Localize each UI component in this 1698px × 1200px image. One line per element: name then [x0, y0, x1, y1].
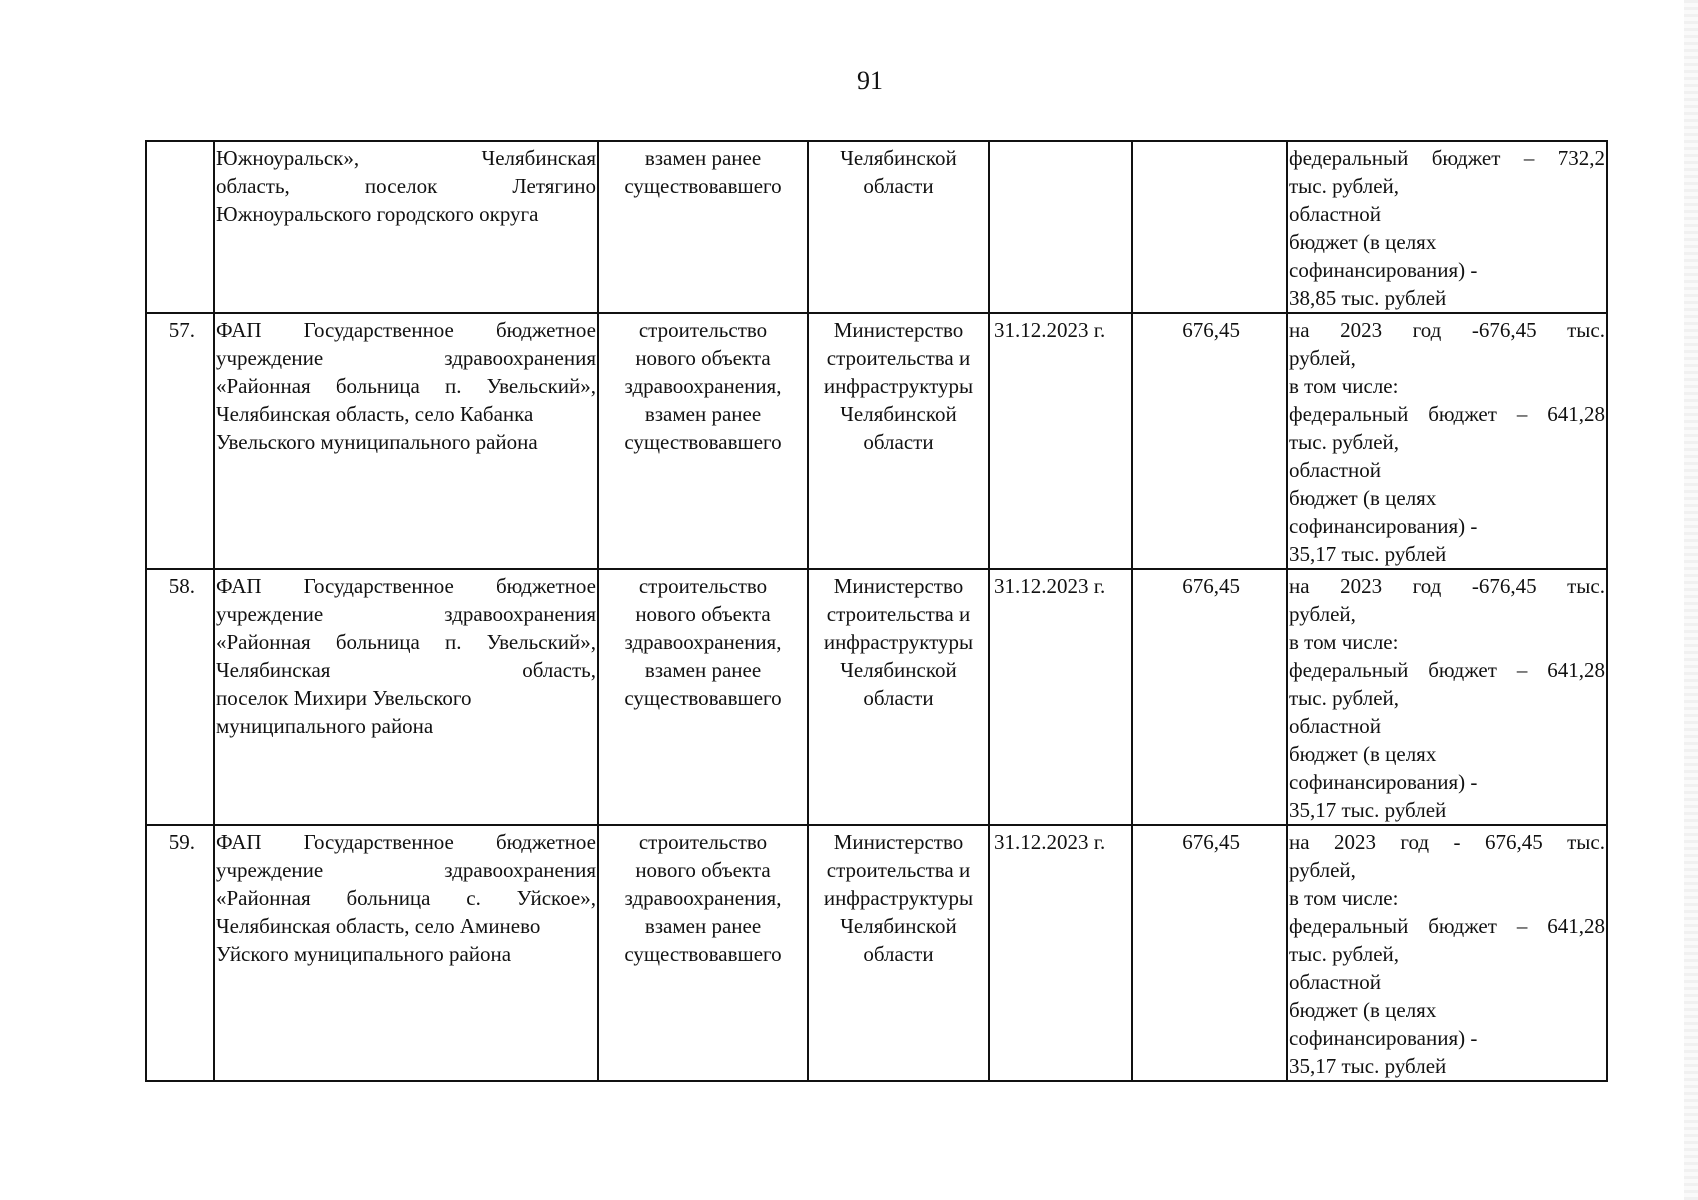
- financing-line: в том числе:: [1289, 630, 1399, 654]
- financing-line: федеральный бюджет – 641,28: [1289, 658, 1605, 682]
- responsible-line: строительства и: [826, 346, 971, 370]
- financing-line: рублей,: [1289, 346, 1356, 370]
- kind-line: взамен ранее: [644, 402, 762, 426]
- deadline-cell: 31.12.2023 г.: [989, 569, 1132, 825]
- financing-cell: [1287, 825, 1607, 1081]
- deadline-cell: 31.12.2023 г.: [989, 313, 1132, 569]
- deadline-cell: 31.12.2023 г.: [989, 825, 1132, 1081]
- financing-line: рублей,: [1289, 858, 1356, 882]
- financing-line: тыс. рублей,: [1289, 174, 1400, 198]
- financing-line: областной: [1289, 458, 1381, 482]
- table-row: [146, 141, 1607, 313]
- responsible-line: строительства и: [826, 858, 971, 882]
- responsible-line: Челябинской: [840, 146, 957, 170]
- object-line: Челябинская область, село Кабанка: [216, 402, 534, 426]
- object-line: ФАП Государственное бюджетное: [216, 574, 596, 598]
- responsible-line: области: [863, 174, 934, 198]
- kind-line: нового объекта: [635, 602, 771, 626]
- financing-line: областной: [1289, 714, 1381, 738]
- object-name-cell: [214, 313, 598, 569]
- financing-line: бюджет (в целях: [1289, 486, 1437, 510]
- financing-line: областной: [1289, 970, 1381, 994]
- responsible-line: Министерство: [833, 318, 964, 342]
- object-line: поселок Михири Увельского: [216, 686, 472, 710]
- responsible-line: области: [863, 430, 934, 454]
- kind-line: существовавшего: [624, 942, 782, 966]
- financing-line: 35,17 тыс. рублей: [1289, 542, 1447, 566]
- responsible-line: строительства и: [826, 602, 971, 626]
- object-line: муниципального района: [216, 714, 434, 738]
- kind-line: взамен ранее: [644, 146, 762, 170]
- financing-line: тыс. рублей,: [1289, 430, 1400, 454]
- object-line: «Районная больница п. Увельский»,: [216, 374, 596, 398]
- financing-line: на 2023 год -676,45 тыс.: [1289, 574, 1605, 598]
- financing-cell: [1287, 141, 1607, 313]
- financing-line: бюджет (в целях: [1289, 230, 1437, 254]
- kind-line: здравоохранения,: [624, 630, 782, 654]
- kind-line: нового объекта: [635, 346, 771, 370]
- responsible-line: области: [863, 942, 934, 966]
- object-line: Южноуральского городского округа: [216, 202, 539, 226]
- cost-cell: 676,45: [1132, 569, 1287, 825]
- financing-line: софинансирования) -: [1289, 1026, 1478, 1050]
- kind-line: здравоохранения,: [624, 374, 782, 398]
- financing-line: 35,17 тыс. рублей: [1289, 798, 1447, 822]
- financing-line: 35,17 тыс. рублей: [1289, 1054, 1447, 1078]
- kind-line: существовавшего: [624, 174, 782, 198]
- object-line: область, поселок Летягино: [216, 174, 596, 198]
- responsible-line: инфраструктуры: [823, 886, 974, 910]
- responsible-line: Министерство: [833, 574, 964, 598]
- financing-cell: [1287, 313, 1607, 569]
- responsible-line: Министерство: [833, 830, 964, 854]
- object-name-cell: [214, 569, 598, 825]
- financing-line: федеральный бюджет – 641,28: [1289, 402, 1605, 426]
- financing-line: тыс. рублей,: [1289, 942, 1400, 966]
- work-kind-cell: [598, 825, 808, 1081]
- kind-line: взамен ранее: [644, 914, 762, 938]
- objects-table: [145, 140, 1608, 1082]
- responsible-cell: [808, 569, 989, 825]
- row-number: 59.: [146, 825, 214, 1081]
- table-row: [146, 825, 1607, 1081]
- responsible-line: области: [863, 686, 934, 710]
- kind-line: строительство: [638, 830, 768, 854]
- kind-line: существовавшего: [624, 430, 782, 454]
- financing-line: бюджет (в целях: [1289, 998, 1437, 1022]
- work-kind-cell: [598, 569, 808, 825]
- cost-cell: 676,45: [1132, 825, 1287, 1081]
- responsible-line: Челябинской: [840, 658, 957, 682]
- object-line: Южноуральск», Челябинская: [216, 146, 596, 170]
- object-line: ФАП Государственное бюджетное: [216, 318, 596, 342]
- deadline-cell: [989, 141, 1132, 313]
- object-line: Челябинская область, село Аминево: [216, 914, 541, 938]
- object-line: «Районная больница п. Увельский»,: [216, 630, 596, 654]
- financing-line: федеральный бюджет – 732,2: [1289, 146, 1605, 170]
- kind-line: нового объекта: [635, 858, 771, 882]
- object-line: учреждение здравоохранения: [216, 602, 596, 626]
- object-line: учреждение здравоохранения: [216, 346, 596, 370]
- work-kind-cell: [598, 141, 808, 313]
- financing-line: 38,85 тыс. рублей: [1289, 286, 1447, 310]
- object-line: Уйского муниципального района: [216, 942, 512, 966]
- object-line: учреждение здравоохранения: [216, 858, 596, 882]
- object-line: «Районная больница с. Уйское»,: [216, 886, 596, 910]
- financing-line: областной: [1289, 202, 1381, 226]
- kind-line: существовавшего: [624, 686, 782, 710]
- financing-line: в том числе:: [1289, 374, 1399, 398]
- page-number: 91: [857, 66, 883, 95]
- financing-line: бюджет (в целях: [1289, 742, 1437, 766]
- kind-line: строительство: [638, 318, 768, 342]
- table-row: [146, 313, 1607, 569]
- financing-line: на 2023 год - 676,45 тыс.: [1289, 830, 1605, 854]
- financing-line: софинансирования) -: [1289, 514, 1478, 538]
- scan-edge-artifact: [1684, 0, 1698, 1200]
- financing-line: софинансирования) -: [1289, 258, 1478, 282]
- kind-line: здравоохранения,: [624, 886, 782, 910]
- row-number: 57.: [146, 313, 214, 569]
- responsible-line: инфраструктуры: [823, 374, 974, 398]
- financing-line: в том числе:: [1289, 886, 1399, 910]
- work-kind-cell: [598, 313, 808, 569]
- kind-line: взамен ранее: [644, 658, 762, 682]
- object-name-cell: [214, 825, 598, 1081]
- object-line: ФАП Государственное бюджетное: [216, 830, 596, 854]
- kind-line: строительство: [638, 574, 768, 598]
- object-line: Челябинская область,: [216, 658, 596, 682]
- cost-cell: 676,45: [1132, 313, 1287, 569]
- table-row: [146, 569, 1607, 825]
- object-name-cell: [214, 141, 598, 313]
- row-number: 58.: [146, 569, 214, 825]
- responsible-line: Челябинской: [840, 402, 957, 426]
- responsible-cell: [808, 313, 989, 569]
- responsible-cell: [808, 825, 989, 1081]
- financing-cell: [1287, 569, 1607, 825]
- financing-line: федеральный бюджет – 641,28: [1289, 914, 1605, 938]
- responsible-line: Челябинской: [840, 914, 957, 938]
- financing-line: на 2023 год -676,45 тыс.: [1289, 318, 1605, 342]
- financing-line: софинансирования) -: [1289, 770, 1478, 794]
- responsible-cell: [808, 141, 989, 313]
- cost-cell: [1132, 141, 1287, 313]
- financing-line: тыс. рублей,: [1289, 686, 1400, 710]
- financing-line: рублей,: [1289, 602, 1356, 626]
- responsible-line: инфраструктуры: [823, 630, 974, 654]
- row-number: [146, 141, 214, 313]
- object-line: Увельского муниципального района: [216, 430, 538, 454]
